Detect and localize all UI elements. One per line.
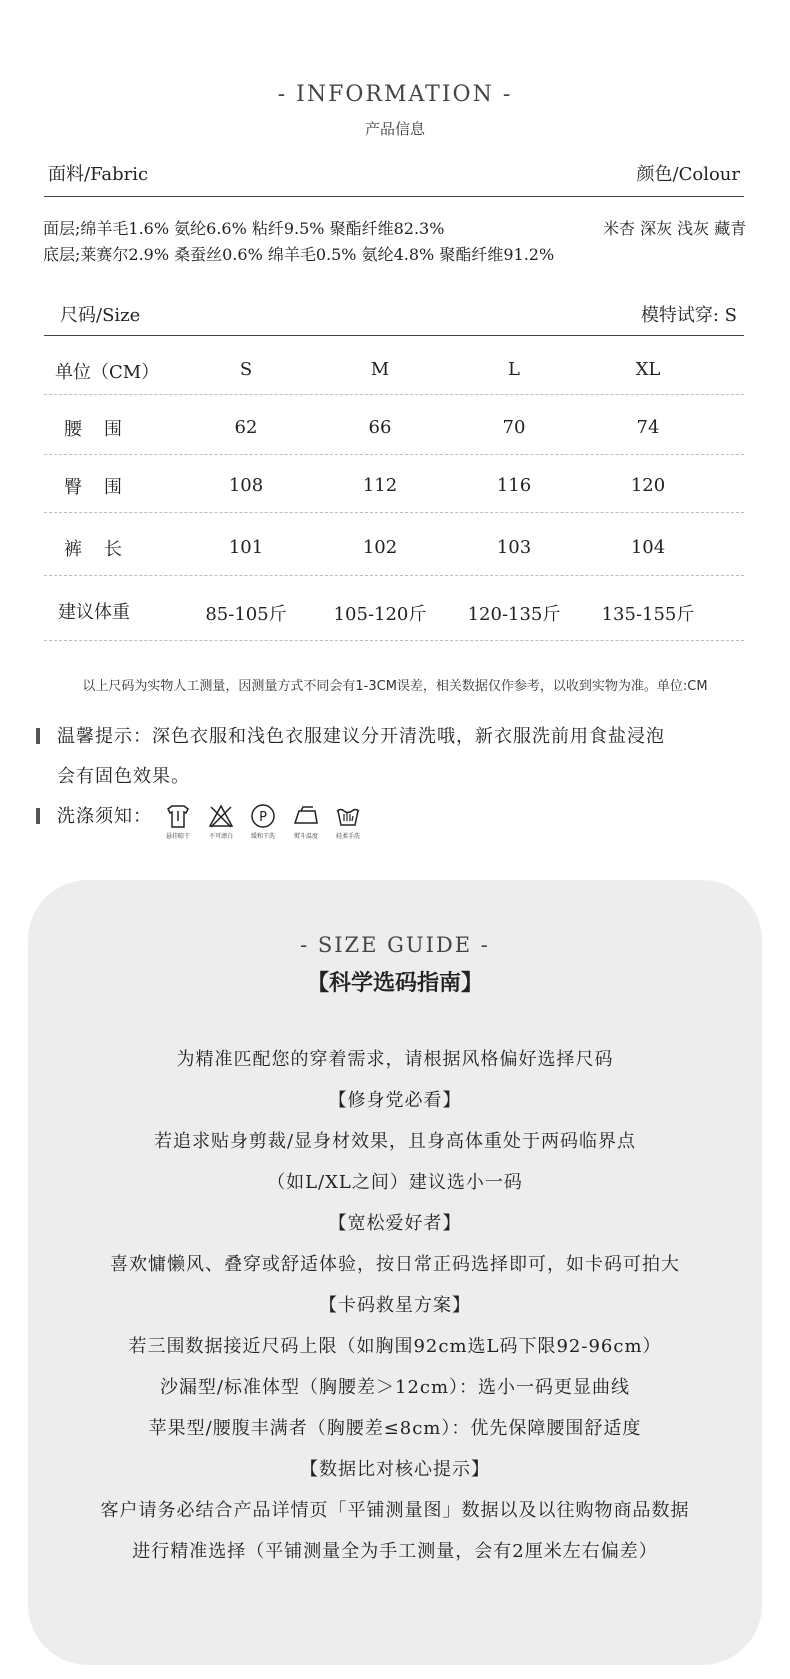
- table-row-divider: [44, 575, 744, 576]
- table-cell: 135-155斤: [601, 604, 695, 625]
- size-col-xl: XL: [635, 359, 661, 380]
- wash-caption: 不可漂白: [208, 833, 233, 840]
- table-cell: 104: [630, 537, 666, 558]
- guide-line: （如L/XL之间）建议选小一码: [267, 1172, 523, 1193]
- table-row-divider: [44, 394, 744, 395]
- wash-caption: 缓和干洗: [250, 833, 275, 840]
- table-cell: 120-135斤: [467, 604, 561, 625]
- fabric-outer-layer: 面层;绵羊毛1.6% 氨纶6.6% 粘纤9.5% 聚酯纤维82.3%: [43, 219, 445, 238]
- table-cell: 70: [502, 417, 526, 438]
- guide-heading-between-sizes: 【卡码救星方案】: [319, 1295, 471, 1316]
- size-label: 尺码/Size: [60, 305, 141, 326]
- guide-heading-fitted: 【修身党必看】: [328, 1090, 462, 1111]
- size-guide-title: - SIZE GUIDE -: [300, 933, 490, 957]
- guide-line: 客户请务必结合产品详情页「平铺测量图」数据以及以往购物商品数据: [100, 1500, 690, 1521]
- row-label-hip: 臀 围: [64, 477, 124, 498]
- information-title: - INFORMATION -: [277, 82, 513, 107]
- colour-options: 米杏 深灰 浅灰 藏青: [603, 219, 747, 238]
- table-row-divider: [44, 640, 744, 641]
- fabric-inner-layer: 底层;莱赛尔2.9% 桑蚕丝0.6% 绵羊毛0.5% 氨纶4.8% 聚酯纤维91.2%: [43, 245, 555, 264]
- table-cell: 116: [496, 475, 532, 496]
- row-label-length: 裤 长: [64, 539, 124, 560]
- table-cell: 112: [362, 475, 398, 496]
- table-cell: 105-120斤: [333, 604, 427, 625]
- table-row-divider: [44, 512, 744, 513]
- hang-dry-icon: [158, 803, 198, 840]
- no-bleach-icon: [201, 803, 241, 840]
- size-col-l: L: [508, 359, 520, 380]
- table-cell: 66: [368, 417, 392, 438]
- table-cell: 62: [234, 417, 258, 438]
- size-col-s: S: [239, 359, 253, 380]
- table-row-divider: [44, 454, 744, 455]
- table-cell: 102: [362, 537, 398, 558]
- guide-line: 若三围数据接近尺码上限（如胸围92cm选L码下限92-96cm）: [128, 1336, 662, 1357]
- guide-line: 喜欢慵懒风、叠穿或舒适体验，按日常正码选择即可，如卡码可拍大: [110, 1254, 680, 1275]
- size-guide-subtitle: 【科学选码指南】: [306, 970, 483, 996]
- table-cell: 74: [636, 417, 660, 438]
- size-divider: [44, 335, 744, 336]
- information-subtitle: 产品信息: [364, 120, 425, 138]
- wash-bullet-bar: [36, 808, 40, 824]
- model-size-label: 模特试穿: S: [640, 305, 737, 326]
- table-cell: 85-105斤: [205, 604, 287, 625]
- size-col-m: M: [370, 359, 390, 380]
- guide-line: 苹果型/腰腹丰满者（胸腰差≤8cm）：优先保障腰围舒适度: [148, 1418, 642, 1439]
- guide-line: 沙漏型/标准体型（胸腰差＞12cm）：选小一码更显曲线: [159, 1377, 631, 1398]
- guide-heading-data-compare: 【数据比对核心提示】: [300, 1459, 490, 1480]
- table-cell: 101: [228, 537, 264, 558]
- gentle-hand-wash-icon: [328, 803, 368, 840]
- measurement-note: 以上尺码为实物人工测量，因测量方式不同会有1-3CM误差，相关数据仅作参考，以收到实物为准。单位:CM: [82, 679, 708, 694]
- iron-temp-icon: [286, 803, 326, 840]
- wash-caption: 悬挂晾干: [165, 833, 190, 840]
- wash-caption: 熨斗温度: [293, 833, 318, 840]
- dry-clean-p-icon: [243, 803, 283, 840]
- fabric-label: 面料/Fabric: [48, 164, 149, 185]
- guide-heading-loose: 【宽松爱好者】: [328, 1213, 462, 1234]
- table-cell: 108: [228, 475, 264, 496]
- colour-label: 颜色/Colour: [636, 164, 740, 185]
- wash-caption: 轻柔手洗: [335, 833, 360, 840]
- row-label-weight: 建议体重: [58, 602, 130, 623]
- svg-text:P: P: [259, 810, 267, 825]
- tip-bullet-bar: [36, 728, 40, 744]
- warm-tip-line1: 温馨提示：深色衣服和浅色衣服建议分开清洗哦，新衣服洗前用食盐浸泡: [57, 726, 665, 747]
- guide-line: 为精准匹配您的穿着需求，请根据风格偏好选择尺码: [176, 1049, 614, 1070]
- unit-label: 单位（CM）: [55, 362, 160, 383]
- guide-line: 若追求贴身剪裁/显身材效果，且身高体重处于两码临界点: [153, 1131, 637, 1152]
- row-label-waist: 腰 围: [64, 419, 124, 440]
- table-cell: 103: [496, 537, 532, 558]
- wash-label: 洗涤须知：: [57, 806, 152, 827]
- table-cell: 120: [630, 475, 666, 496]
- fabric-divider: [44, 196, 744, 197]
- warm-tip-line2: 会有固色效果。: [57, 766, 190, 787]
- guide-line: 进行精准选择（平铺测量全为手工测量，会有2厘米左右偏差）: [132, 1541, 658, 1562]
